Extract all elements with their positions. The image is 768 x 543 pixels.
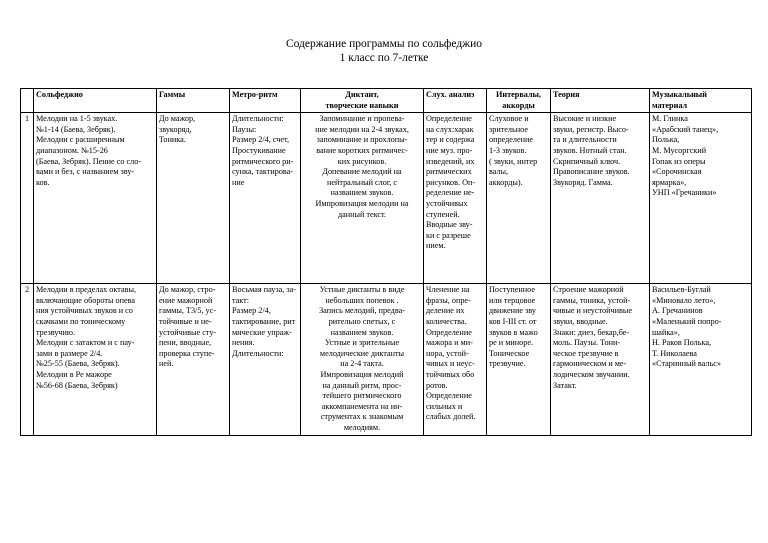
text-line: аккорды (502, 100, 535, 110)
text-line: «Маленький попро- (652, 316, 722, 326)
text-line: Слуховое и (489, 114, 529, 124)
text-line: Импровизация мелодий (320, 369, 404, 379)
text-line: звуков. Нотный стан. (553, 145, 627, 155)
header-row (21, 89, 752, 113)
text-line: тойчивых обо (426, 369, 475, 379)
text-line: ритмического ри- (232, 156, 294, 166)
text-line: Импровизация мелодии на (315, 198, 409, 208)
text-line: «Старинный вальс» (652, 359, 721, 369)
text-line: Тоническое (489, 348, 530, 358)
text-line: гаммы, Т3/5, ус- (159, 306, 216, 316)
text-line: устойчивые сту- (159, 327, 217, 337)
text-line: рительно спетых, с (328, 316, 396, 326)
text-line: скачками по тоническому (36, 316, 126, 326)
text-line: Поступенное (489, 285, 536, 295)
text-line: ние мелодии на 2-4 звуках, (315, 124, 409, 134)
text-line: ярмарка», (652, 177, 687, 187)
text-line: названием звуков. (330, 188, 394, 198)
text-line: ритмических (426, 167, 472, 177)
text-line: №56-68 (Баева, Зебряк) (36, 380, 118, 390)
text-line: трезвучию. (36, 327, 76, 337)
header-metro (230, 89, 301, 113)
text-line: ния устойчивых звуков и со (36, 306, 133, 316)
cell-theory (551, 284, 650, 435)
text-line: творческие навыки (325, 100, 399, 110)
text-line: Устные диктанты в виде (319, 285, 405, 295)
text-line: Слух. анализ (426, 90, 475, 99)
text-line: Допевание мелодий на (322, 167, 402, 177)
text-line: Метро-ритм (232, 90, 278, 99)
text-line: тойчивые и не- (159, 316, 212, 326)
text-line: Скрипичный ключ. (553, 156, 621, 166)
cell-theory (551, 113, 650, 284)
text-line: Музыкальный (652, 90, 707, 99)
text-line: лодическом звучании. (553, 369, 630, 379)
text-line: Высокие и низкие (553, 114, 617, 124)
header-music (650, 89, 752, 113)
text-line: сунка, тактирова- (232, 167, 294, 177)
text-line: зрительное (489, 124, 528, 134)
text-line: Размер 2/4, (232, 306, 271, 316)
text-line: включающие обороты опева (36, 295, 136, 305)
text-line: трезвучие. (489, 359, 526, 369)
text-line: звукоряд, (159, 124, 192, 134)
header-dictation (301, 89, 424, 113)
text-line: на 2-4 такта. (340, 359, 384, 369)
text-line: сильных и (426, 401, 463, 411)
text-line: гармоническом и ме- (553, 359, 627, 369)
text-line: пени, вводные, (159, 338, 212, 348)
cell-intervals (487, 113, 551, 284)
text-line: Длительности: (232, 348, 284, 358)
text-line: струментах к знакомым (320, 412, 404, 422)
document-subtitle: 1 класс по 7-летке (339, 52, 429, 64)
text-line: Определение (426, 391, 472, 401)
text-line: Диктант, (345, 90, 379, 99)
text-line: ступеней. (426, 209, 460, 219)
text-line: аккорды). (489, 177, 523, 187)
text-line: или терцовое (489, 295, 536, 305)
text-line: звуки, вводные. (553, 316, 608, 326)
text-line: Мелодии с расширенным (36, 135, 125, 145)
text-line: До мажор, стро- (159, 285, 216, 295)
text-line: Восьмая пауза, за- (232, 285, 296, 295)
text-line: Интервалы, (496, 90, 541, 99)
text-line: «Арабский танец», (652, 124, 719, 134)
text-line: ки с разреше (426, 230, 471, 240)
text-line: ческое трезвучие в (553, 348, 619, 358)
text-line: чивые и неустойчивые (553, 306, 632, 316)
cell-solfeggio (34, 113, 157, 284)
text-line: ков. (36, 177, 50, 187)
cell-music (650, 284, 752, 435)
cell-metro (230, 113, 301, 284)
text-line: Размер 2/4, счет, (232, 135, 290, 145)
text-line: проверка ступе- (159, 348, 215, 358)
text-line: №25-55 (Баева, Зебряк). (36, 359, 120, 369)
text-line: нием. (426, 241, 446, 251)
text-line: Запоминание и пропева- (319, 114, 405, 124)
text-line: М. Глинка (652, 114, 688, 124)
text-line: ков I-III ст. от (489, 316, 537, 326)
text-line: звуки, регистр. Высо- (553, 124, 629, 134)
text-line: валы, (489, 167, 509, 177)
text-line: тер и содержа (426, 135, 475, 145)
cell-dictation (301, 113, 424, 284)
header-theory (551, 89, 650, 113)
text-line: Запись мелодий, предва- (319, 306, 405, 316)
text-line: гаммы, тоника, устой- (553, 295, 631, 305)
text-line: Членение на (426, 285, 470, 295)
text-line: та и длительности (553, 135, 617, 145)
cell-dictation (301, 284, 424, 435)
header-hearing (424, 89, 487, 113)
text-line: запоминание и прохлопы- (316, 135, 408, 145)
text-line: на данный ритм, прос- (322, 380, 402, 390)
text-line: нения. (232, 338, 255, 348)
text-line: количества. (426, 316, 467, 326)
text-line: (Баева, Зебряк). Пение со сло- (36, 156, 142, 166)
text-line: Тоника. (159, 135, 186, 145)
text-line: фразы, опре- (426, 295, 471, 305)
text-line: До мажор, (159, 114, 196, 124)
text-line: Звукоряд. Гамма. (553, 177, 613, 187)
text-line: нейтральный слог, с (327, 177, 397, 187)
text-line: Паузы: (232, 124, 257, 134)
text-line: Гаммы (159, 90, 186, 99)
cell-scales (157, 284, 230, 435)
text-line: Мелодии на 1-5 звуках. (36, 114, 118, 124)
cell-metro (230, 284, 301, 435)
text-line: зами в размере 2/4. (36, 348, 103, 358)
row-number: 1 (21, 113, 34, 284)
text-line: шайка», (652, 327, 680, 337)
header-scales (157, 89, 230, 113)
text-line: материал (652, 100, 688, 110)
text-line: Теория (553, 90, 580, 99)
text-line: деление их (426, 306, 465, 316)
text-line: Затакт. (553, 380, 577, 390)
text-line: Мелодии с затактом и с пау- (36, 338, 135, 348)
text-line: аккомпанемента на ин- (321, 401, 403, 411)
text-line: Длительности: (232, 114, 284, 124)
text-line: Васильев-Буглай (652, 285, 711, 295)
text-line: А. Гречанинов (652, 306, 703, 316)
text-line: Т. Николаева (652, 348, 697, 358)
text-line: Вводные зву- (426, 220, 473, 230)
text-line: вами и без, с названием зву- (36, 167, 135, 177)
header-intervals (487, 89, 551, 113)
text-line: «Сорочинская (652, 167, 702, 177)
text-line: моль. Паузы. Тони- (553, 338, 621, 348)
header-solfeggio (34, 89, 157, 113)
text-line: мические упраж- (232, 327, 292, 337)
text-line: Полька, (652, 135, 680, 145)
text-line: Мелодии в пределах октавы, (36, 285, 136, 295)
text-line: ре и миноре. (489, 338, 534, 348)
cell-scales (157, 113, 230, 284)
table-row (21, 113, 752, 284)
text-line: такт: (232, 295, 250, 305)
text-line: ней. (159, 359, 174, 369)
text-line: нора, устой- (426, 348, 469, 358)
cell-hearing (424, 113, 487, 284)
cell-solfeggio (34, 284, 157, 435)
text-line: небольших попевок . (325, 295, 399, 305)
text-line: 1-3 звуков. (489, 145, 527, 155)
text-line: ение мажорной (159, 295, 213, 305)
text-line: ние (232, 177, 245, 187)
text-line: УНП «Гречаники» (652, 188, 717, 198)
text-line: чивых и неус- (426, 359, 475, 369)
text-line: Гопак из оперы (652, 156, 706, 166)
text-line: ротов. (426, 380, 448, 390)
text-line: тактирование, рит (232, 316, 296, 326)
document-title: Содержание программы по сольфеджио (285, 38, 483, 50)
text-line: Мелодии в Ре мажоре (36, 369, 112, 379)
text-line: данный текст. (337, 209, 387, 219)
cell-hearing (424, 284, 487, 435)
text-line: определение (489, 135, 534, 145)
text-line: Сольфеджио (36, 90, 83, 99)
text-line: слабых долей. (426, 412, 476, 422)
text-line: мелодиям. (343, 422, 381, 432)
row-number: 2 (21, 284, 34, 435)
cell-intervals (487, 284, 551, 435)
text-line: Знаки: диез, бекар,бе- (553, 327, 630, 337)
text-line: мажора и ми- (426, 338, 473, 348)
text-line: звуков в мажо (489, 327, 538, 337)
table-row (21, 284, 752, 435)
text-line: мелодические диктанты (319, 348, 405, 358)
text-line: вание коротких ритмичес- (316, 145, 408, 155)
text-line: рисунков. Оп- (426, 177, 476, 187)
text-line: названием звуков. (330, 327, 394, 337)
text-line: изведений, их (426, 156, 475, 166)
text-line: движение зву (489, 306, 536, 316)
text-line: «Миновало лето», (652, 295, 716, 305)
text-line: №1-14 (Баева, Зебряк). (36, 124, 116, 134)
text-line: ( звуки, интер (489, 156, 538, 166)
header-num (21, 89, 34, 113)
text-line: М. Мусоргский (652, 145, 707, 155)
text-line: Устные и зрительные (324, 338, 400, 348)
text-line: на слух:харак (426, 124, 474, 134)
text-line: ределение не- (426, 188, 475, 198)
cell-music (650, 113, 752, 284)
text-line: Правописание звуков. (553, 167, 630, 177)
text-line: Определение (426, 114, 472, 124)
text-line: Определение (426, 327, 472, 337)
program-table (20, 88, 752, 436)
text-line: Строение мажорной (553, 285, 624, 295)
text-line: ние муз. про- (426, 145, 473, 155)
text-line: диапазоном. №15-26 (36, 145, 108, 155)
text-line: ких рисунков. (337, 156, 387, 166)
text-line: устойчивых (426, 198, 468, 208)
text-line: Простукивание (232, 145, 286, 155)
text-line: тейшего ритмического (322, 391, 402, 401)
text-line: Н. Раков Полька, (652, 338, 712, 348)
